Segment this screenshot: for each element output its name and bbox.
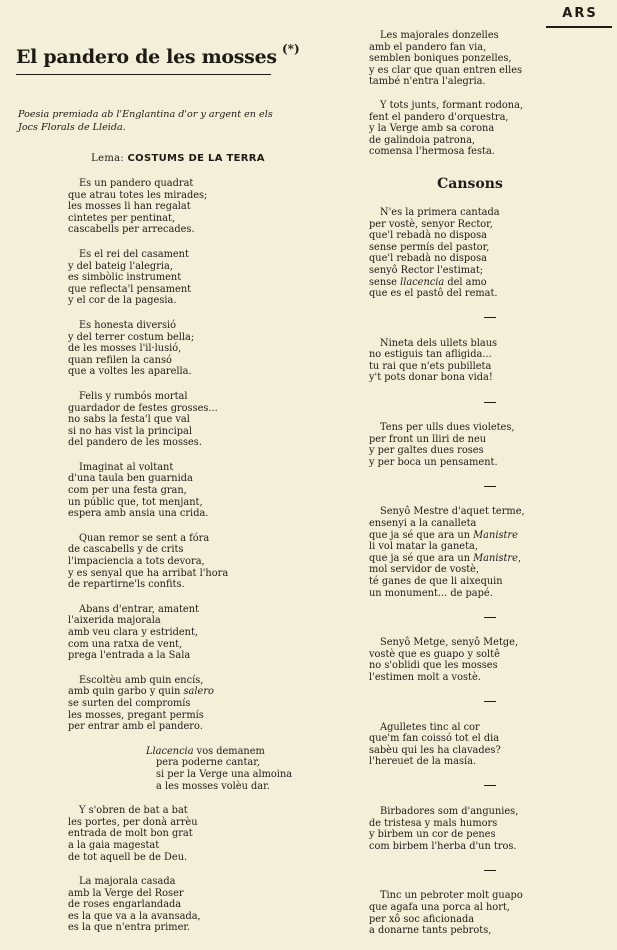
- stanza-divider: [340, 611, 580, 623]
- poem-line: Tens per ulls dues violetes,: [380, 422, 515, 434]
- poem-line: Escoltèu amb quin encís,: [79, 674, 204, 686]
- poem-line: amb veu clara y estrident,: [68, 627, 199, 638]
- poem-line: y es clar que quan entren elles: [369, 64, 523, 76]
- poem-line: per front un lliri de neu: [369, 433, 487, 445]
- poem-line: les portes, per donà arrèu: [68, 816, 198, 828]
- poem-line: sense permís del pastor,: [369, 241, 490, 253]
- poem-line: se surten del compromís: [68, 697, 191, 709]
- poem-line: y la Verge amb sa corona: [369, 123, 495, 135]
- poem-line: espera amb ansia una crida.: [68, 508, 209, 520]
- poem-line: Tinc un pebroter molt guapo: [380, 890, 523, 902]
- poem-line: que'm fan coissó tot el dia: [369, 733, 500, 745]
- poem-line: no s'oblidi que les mosses: [369, 660, 498, 672]
- stanza: [340, 722, 580, 768]
- poem-line: que atrau totes les mirades;: [68, 189, 208, 201]
- poem-line: Birbadores som d'angunies,: [380, 805, 519, 817]
- italic-word: Llacencia: [146, 745, 194, 757]
- poem-line: de les mosses l'il·lusió,: [68, 343, 182, 355]
- poem-line: Y s'obren de bat a bat: [79, 805, 188, 817]
- poem-stanzas-left: [14, 178, 312, 934]
- poem-line: si no has vist la principal: [68, 425, 192, 437]
- header-rule: [546, 26, 612, 28]
- stanza: [68, 391, 312, 449]
- subtitle-line: Poesia premiada ab l'Englantina d'or y argent en els: [18, 109, 273, 120]
- poem-line: y't pots donar bona vida!: [369, 372, 493, 384]
- poem-line: que ja sé que ara un Manistre,: [369, 552, 522, 564]
- poem-line: per xô soc aficionada: [369, 913, 475, 925]
- poem-line: mol servidor de vostè,: [369, 564, 480, 576]
- poem-line: no sabs la festa'l que val: [68, 414, 190, 426]
- poem-line: y el cor de la pagesia.: [68, 295, 177, 307]
- poem-line: l'impaciencia a tots devora,: [68, 556, 205, 568]
- stanza: [68, 746, 312, 792]
- poem-line: de cascabells y de crits: [68, 544, 184, 556]
- poem-line: Quan remor se sent a fóra: [79, 532, 210, 544]
- poem-line: y es senyal que ha arribat l'hora: [68, 567, 229, 579]
- poem-line: li vol matar la ganeta,: [369, 541, 478, 553]
- stanza-divider: [340, 696, 580, 708]
- poem-line: vostè que es guapo y soltê: [369, 648, 500, 660]
- poem-line: que es el pastô del remat.: [369, 288, 498, 300]
- stanza: [68, 249, 312, 307]
- poem-line: Nineta dels ullets blaus: [380, 337, 498, 349]
- poem-line: cascabells per arrecades.: [68, 224, 195, 236]
- lema-text: COSTUMS DE LA TERRA: [127, 153, 265, 164]
- stanza: [340, 30, 580, 88]
- poem-line: amb quin garbo y quin salero: [68, 686, 214, 698]
- poem-line: Agulletes tinc al cor: [380, 721, 480, 733]
- stanza: [340, 890, 580, 936]
- poem-line: que a voltes les aparella.: [68, 366, 192, 378]
- poem-line: de repartirne'ls confits.: [68, 579, 185, 591]
- stanza-divider: [340, 864, 580, 876]
- subtitle-line: Jocs Florals de Lleida.: [18, 122, 126, 133]
- left-column: [14, 38, 312, 947]
- italic-word: llacencia: [400, 276, 445, 288]
- magazine-name: ARS: [562, 6, 598, 21]
- stanza: [340, 422, 580, 468]
- poem-line: es la que va a la avansada,: [68, 910, 201, 922]
- poem-line: amb la Verge del Roser: [68, 887, 184, 899]
- poem-line: es la que n'entra primer.: [68, 922, 191, 934]
- poem-line: a donarne tants pebrots,: [369, 925, 492, 937]
- poem-line: sabèu qui les ha clavades?: [369, 744, 501, 756]
- stanza-divider: [340, 312, 580, 324]
- cansons-list: [340, 207, 580, 937]
- poem-line: del pandero de les mosses.: [68, 437, 202, 449]
- stanza: [340, 637, 580, 683]
- poem-line: que ja sé que ara un Manistre: [369, 529, 518, 541]
- poem-line: N'es la primera cantada: [380, 206, 500, 218]
- poem-line: ensenyi a la canalleta: [369, 518, 477, 530]
- poem-line: prega l'entrada a la Sala: [68, 650, 191, 662]
- poem-line: quan refilen la cansó: [68, 354, 172, 366]
- stanza: [68, 462, 312, 520]
- stanza: [68, 675, 312, 733]
- stanza: [68, 533, 312, 591]
- poem-line: per vostè, senyor Rector,: [369, 218, 493, 230]
- stanza-divider: [340, 780, 580, 792]
- poem-line: que agafa una porca al hort,: [369, 901, 510, 913]
- poem-line: y del bateig l'alegria,: [68, 260, 173, 272]
- poem-line: un monument... de papé.: [369, 587, 493, 599]
- poem-line: a la gaia magestat: [68, 839, 160, 851]
- stanza: [68, 604, 312, 662]
- stanza: [340, 506, 580, 599]
- poem-line: Y tots junts, formant rodona,: [380, 99, 524, 111]
- article-title: El pandero de les mosses: [16, 46, 277, 68]
- poem-line: de tot aquell be de Deu.: [68, 851, 188, 863]
- stanza-divider: [340, 396, 580, 408]
- poem-line: Es el rei del casament: [79, 248, 189, 260]
- poem-line: un públic que, tot menjant,: [68, 496, 203, 508]
- stanza: [340, 207, 580, 300]
- italic-word: Manistre: [473, 552, 518, 564]
- lema: [14, 153, 312, 164]
- poem-line: y del terrer costum bella;: [68, 331, 195, 343]
- stanza: [340, 338, 580, 384]
- stanza: [68, 805, 312, 863]
- poem-line: que'l rebadà no disposa: [369, 253, 487, 265]
- poem-line: tu rai que n'ets pubilleta: [369, 360, 492, 372]
- poem-line: no estiguis tan afligida...: [369, 349, 492, 361]
- title-underline: [16, 74, 271, 75]
- italic-word: Manistre: [473, 529, 518, 541]
- poem-line: guardador de festes grosses...: [68, 402, 218, 414]
- poem-line: comensa l'hermosa festa.: [369, 146, 495, 158]
- poem-line: entrada de molt bon grat: [68, 828, 193, 840]
- poem-line: Felis y rumbós mortal: [79, 390, 188, 402]
- poem-line: sense llacencia del amo: [369, 276, 487, 288]
- section-title: Cansons: [437, 175, 503, 192]
- poem-line: senyô Rector l'estimat;: [369, 264, 484, 276]
- stanza: [340, 806, 580, 852]
- footnote-mark: (*): [282, 42, 300, 56]
- poem-line: es simbòlic instrument: [68, 272, 182, 284]
- stanza: [340, 100, 580, 158]
- poem-line: de roses engarlandada: [68, 899, 182, 911]
- poem-line: semblen boniques ponzelles,: [369, 53, 512, 65]
- poem-line: Llacencia vos demanem: [146, 745, 265, 757]
- poem-line: y birbem un cor de penes: [369, 829, 496, 841]
- poem-line: La majorala casada: [79, 876, 176, 888]
- poem-line: Senyô Metge, senyô Metge,: [380, 637, 519, 649]
- poem-line: Es honesta diversió: [79, 319, 177, 331]
- stanza: [68, 178, 312, 236]
- poem-line: a les mosses volèu dar.: [156, 780, 270, 792]
- poem-line: Es un pandero quadrat: [79, 178, 194, 189]
- poem-line: Senyô Mestre d'aquet terme,: [380, 506, 525, 518]
- stanza: [68, 320, 312, 378]
- poem-line: de galindoia patrona,: [369, 134, 476, 146]
- poem-line: y per galtes dues roses: [369, 445, 484, 457]
- lema-label: Lema:: [91, 153, 125, 164]
- poem-line: l'estimen molt a vostè.: [369, 671, 481, 683]
- article-subtitle: [14, 108, 312, 134]
- poem-line: l'hereuet de la masía.: [369, 756, 477, 768]
- poem-line: també n'entra l'alegria.: [369, 76, 486, 88]
- poem-line: d'una taula ben guarnida: [68, 473, 193, 485]
- poem-line: com per una festa gran,: [68, 485, 187, 497]
- stanza-divider: [340, 480, 580, 492]
- poem-stanzas-right: [340, 30, 580, 158]
- poem-line: com birbem l'herba d'un tros.: [369, 840, 517, 852]
- poem-line: si per la Verge una almoina: [156, 768, 293, 780]
- poem-line: les mosses, pregant permís: [68, 709, 204, 721]
- poem-line: de tristesa y mals humors: [369, 817, 498, 829]
- poem-line: com una ratxa de vent,: [68, 638, 183, 650]
- poem-line: les mosses li han regalat: [68, 201, 191, 213]
- poem-line: Les majorales donzelles: [380, 30, 499, 41]
- poem-line: Imaginat al voltant: [79, 461, 174, 473]
- poem-line: cintetes per pentinat,: [68, 212, 176, 224]
- italic-word: salero: [183, 686, 214, 698]
- poem-line: l'aixerida majorala: [68, 615, 161, 627]
- poem-line: y per boca un pensament.: [369, 456, 498, 468]
- poem-line: fent el pandero d'orquestra,: [369, 111, 509, 123]
- stanza: [68, 876, 312, 934]
- title-block: [14, 38, 312, 78]
- poem-line: té ganes de que li aixequin: [369, 576, 503, 587]
- poem-line: per entrar amb el pandero.: [68, 721, 203, 733]
- poem-line: pera poderne cantar,: [156, 757, 260, 769]
- right-column: [340, 30, 580, 949]
- poem-line: amb el pandero fan via,: [369, 41, 487, 53]
- poem-line: que reflecta'l pensament: [68, 283, 192, 295]
- poem-line: que'l rebadà no disposa: [369, 230, 487, 242]
- poem-line: Abans d'entrar, amatent: [79, 603, 199, 615]
